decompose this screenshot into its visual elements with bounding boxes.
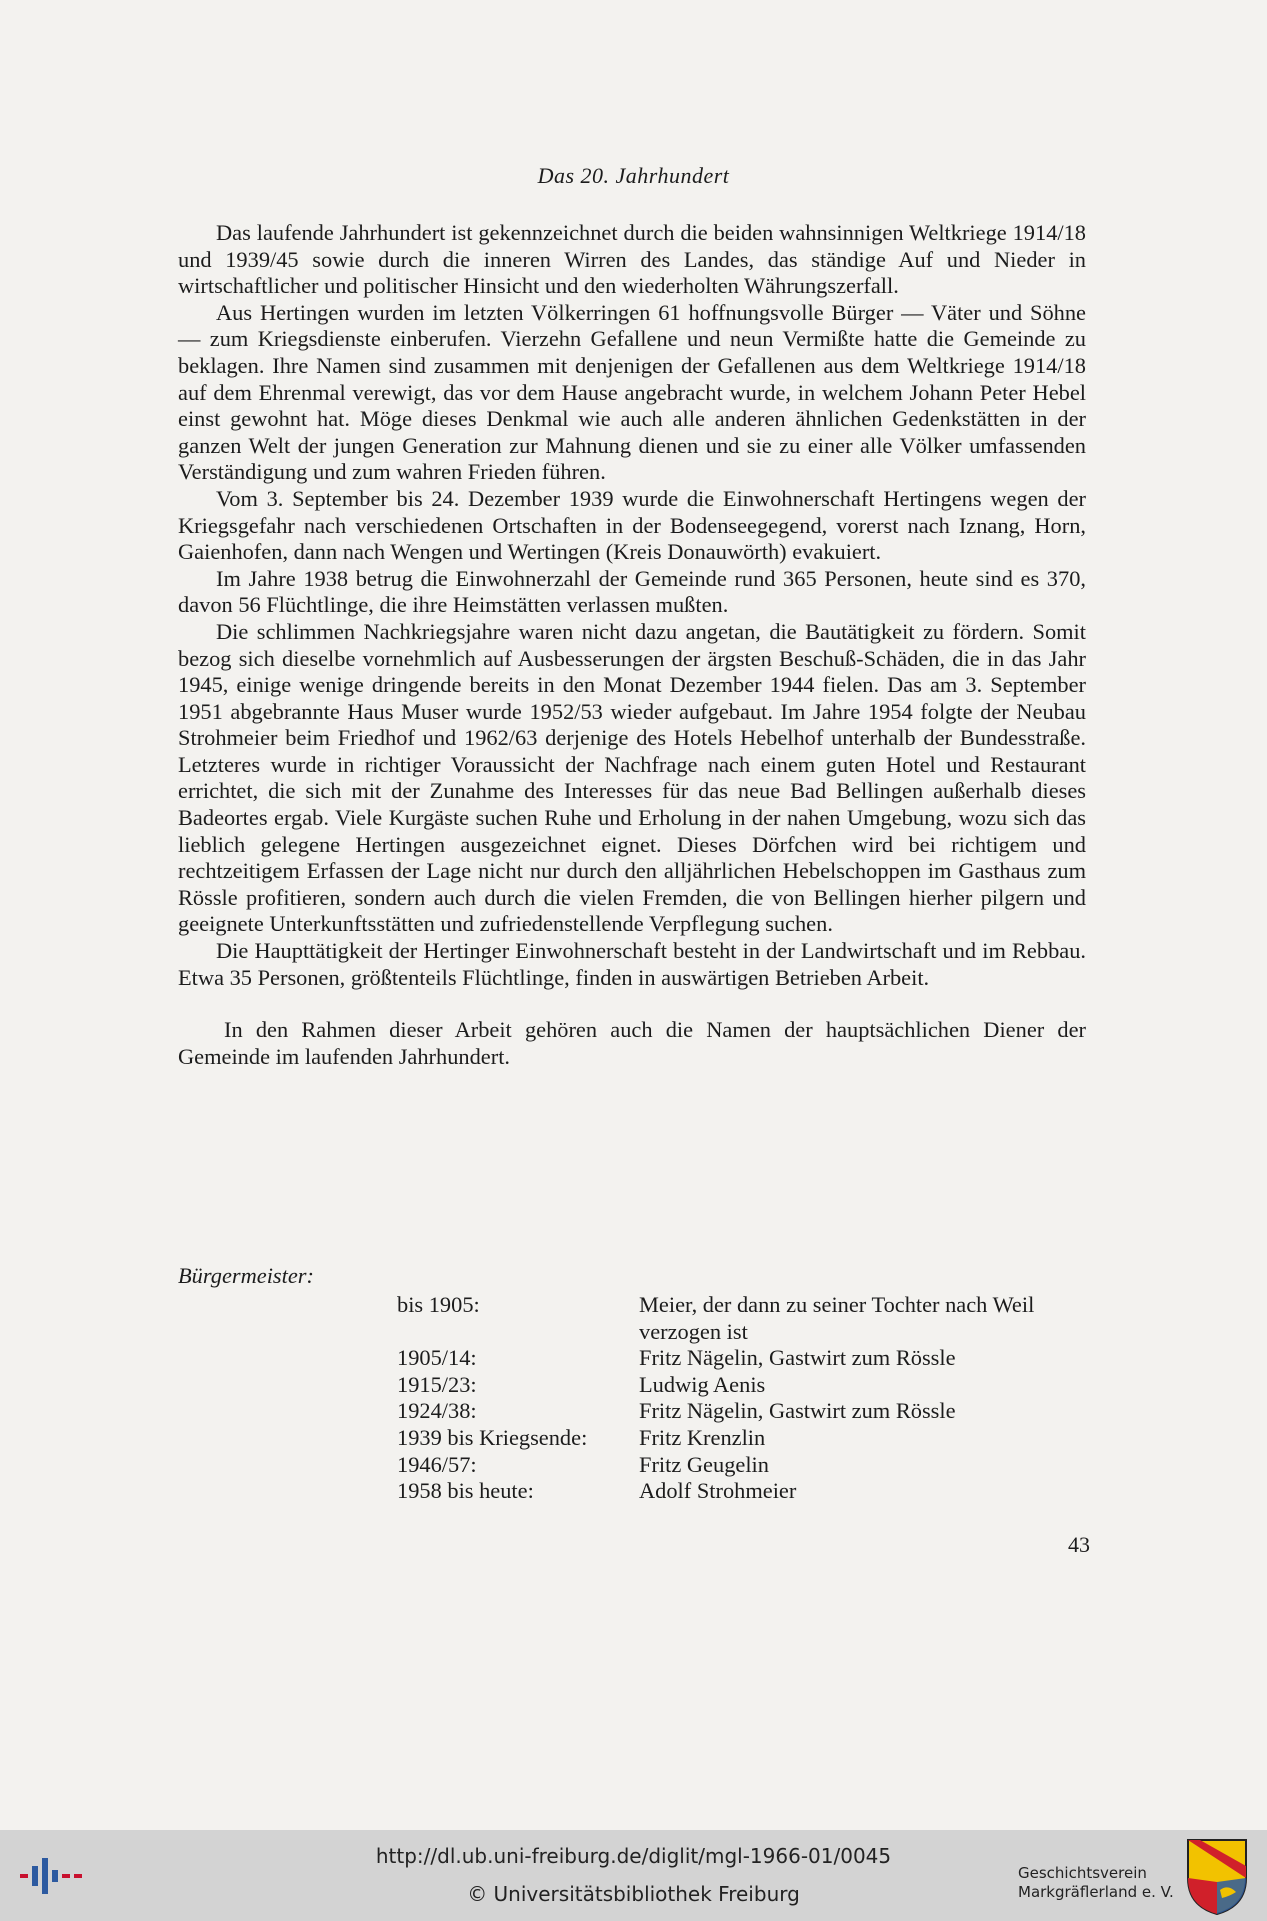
mayor-term: 1946/57:: [397, 1451, 477, 1477]
copyright-text: © Universitätsbibliothek Freiburg: [467, 1882, 800, 1906]
list-item: [397, 1398, 1097, 1425]
section-label-mayors: Bürgermeister:: [178, 1263, 314, 1288]
list-item: [397, 1452, 1097, 1479]
mayor-term: 1924/38:: [397, 1398, 477, 1424]
mayor-name: Meier, der dann zu seiner Tochter nach Weil verzogen ist: [639, 1292, 1035, 1344]
mayor-name: Adolf Strohmeier: [639, 1478, 797, 1504]
mayor-term: 1915/23:: [397, 1371, 477, 1397]
paragraph: In den Rahmen dieser Arbeit gehören auch die Namen der hauptsächlichen Diener der Gemeinde im laufenden Jahrhundert.: [178, 1017, 1086, 1069]
body-text: [178, 220, 1086, 1070]
mayor-term: 1939 bis Kriegsende:: [397, 1424, 588, 1450]
paragraph: Im Jahre 1938 betrug die Einwohnerzahl der Gemeinde rund 365 Personen, heute sind es 370, davon 56 Flüchtlinge, die ihre Heimstätten verlassen mußten.: [178, 565, 1086, 618]
paragraph: Die Haupttätigkeit der Hertinger Einwohnerschaft besteht in der Landwirtschaft und im Rebbau. Etwa 35 Personen, größtenteils Flüchtlinge, finden in auswärtigen Betrieben Arbeit.: [178, 938, 1086, 990]
mayor-name: Fritz Krenzlin: [639, 1424, 766, 1450]
document-url-link[interactable]: http://dl.ub.uni-freiburg.de/diglit/mgl-1966-01/0045: [375, 1844, 892, 1868]
coat-of-arms-icon: [1186, 1838, 1248, 1916]
mayor-list: [397, 1292, 1097, 1505]
paragraph: Die schlimmen Nachkriegsjahre waren nicht dazu angetan, die Bautätigkeit zu fördern. Somit bezog sich dieselbe vornehmlich auf Ausbesserungen der ärgsten Beschuß-Schäden, die in das Jahr 1945, einige wenige dringende bereits in den Monat Dezember 1944 fielen. Das am 3. September 1951 abgebrannte Haus Muser wurde 1952/53 wieder aufgebaut. Im Jahre 1954 folgte der Neubau Strohmeier beim Friedhof und 1962/63 derjenige des Hotels Hebelhof unterhalb der Bundesstraße. Letzteres wurde in richtiger Voraussicht der Nachfrage nach einem guten Hotel und Restaurant errichtet, die sich mit der Zunahme des Interesses für das neue Bad Bellingen außerhalb dieses Badeortes ergab. Viele Kurgäste suchen Ruhe und Erholung in der nahen Umgebung, wozu sich das lieblich gelegene Hertingen ausgezeichnet eignet. Dieses Dörfchen wird bei richtigem und rechtzeitigem Erfassen der Lage nicht nur durch den alljährlichen Hebelschoppen im Gasthaus zum Rössle profitieren, sondern auch durch die vielen Fremden, die von Bellingen hierher pilgern und geeignete Unterkunftsstätten und zufriedenstellende Verpflegung suchen.: [178, 618, 1086, 937]
mayor-name: Fritz Nägelin, Gastwirt zum Rössle: [639, 1398, 956, 1424]
mayor-term: 1905/14:: [397, 1345, 477, 1371]
society-line: Geschichtsverein: [1018, 1864, 1147, 1882]
mayor-name: Ludwig Aenis: [639, 1371, 766, 1397]
list-item: [397, 1372, 1097, 1399]
list-item: [397, 1425, 1097, 1452]
mayor-name: Fritz Nägelin, Gastwirt zum Rössle: [639, 1345, 956, 1371]
list-item: [397, 1292, 1097, 1345]
society-name: [1018, 1864, 1174, 1902]
mayor-term: bis 1905:: [397, 1292, 480, 1317]
paragraph: Das laufende Jahrhundert ist gekennzeichnet durch die beiden wahnsinnigen Weltkriege 1914/18 und 1939/45 sowie durch die inneren Wirren des Landes, das ständige Auf und Nieder in wirtschaftlicher und politischer Hinsicht und den wiederholten Währungszerfall.: [178, 220, 1086, 299]
mayor-term: 1958 bis heute:: [397, 1478, 534, 1504]
paragraph: Aus Hertingen wurden im letzten Völkerringen 61 hoffnungsvolle Bürger — Väter und Söhne — zum Kriegsdienste einberufen. Vierzehn Gefallene und neun Vermißte hatte die Gemeinde zu beklagen. Ihre Namen sind zusammen mit denjenigen der Gefallenen aus dem Weltkriege 1914/18 auf dem Ehrenmal verewigt, das vor dem Hause angebracht wurde, in welchem Johann Peter Hebel einst gewohnt hat. Möge dieses Denkmal wie auch alle anderen ähnlichen Gedenkstätten in der ganzen Welt der jungen Generation zur Mahnung dienen und sie zu einer alle Völker umfassenden Verständigung und zum wahren Frieden führen.: [178, 299, 1086, 485]
paragraph: Vom 3. September bis 24. Dezember 1939 wurde die Einwohnerschaft Hertingens wegen der Kriegsgefahr nach verschiedenen Ortschaften in der Bodenseegegend, vorerst nach Iznang, Horn, Gaienhofen, dann nach Wengen und Wertingen (Kreis Donauwörth) evakuiert.: [178, 485, 1086, 565]
viewer-footer: [0, 1830, 1267, 1921]
society-line: Markgräflerland e. V.: [1018, 1883, 1174, 1901]
mayor-name: Fritz Geugelin: [639, 1451, 769, 1477]
list-item: [397, 1345, 1097, 1372]
page-number: 43: [1068, 1532, 1090, 1557]
running-head: Das 20. Jahrhundert: [537, 163, 730, 188]
list-item: [397, 1478, 1097, 1505]
